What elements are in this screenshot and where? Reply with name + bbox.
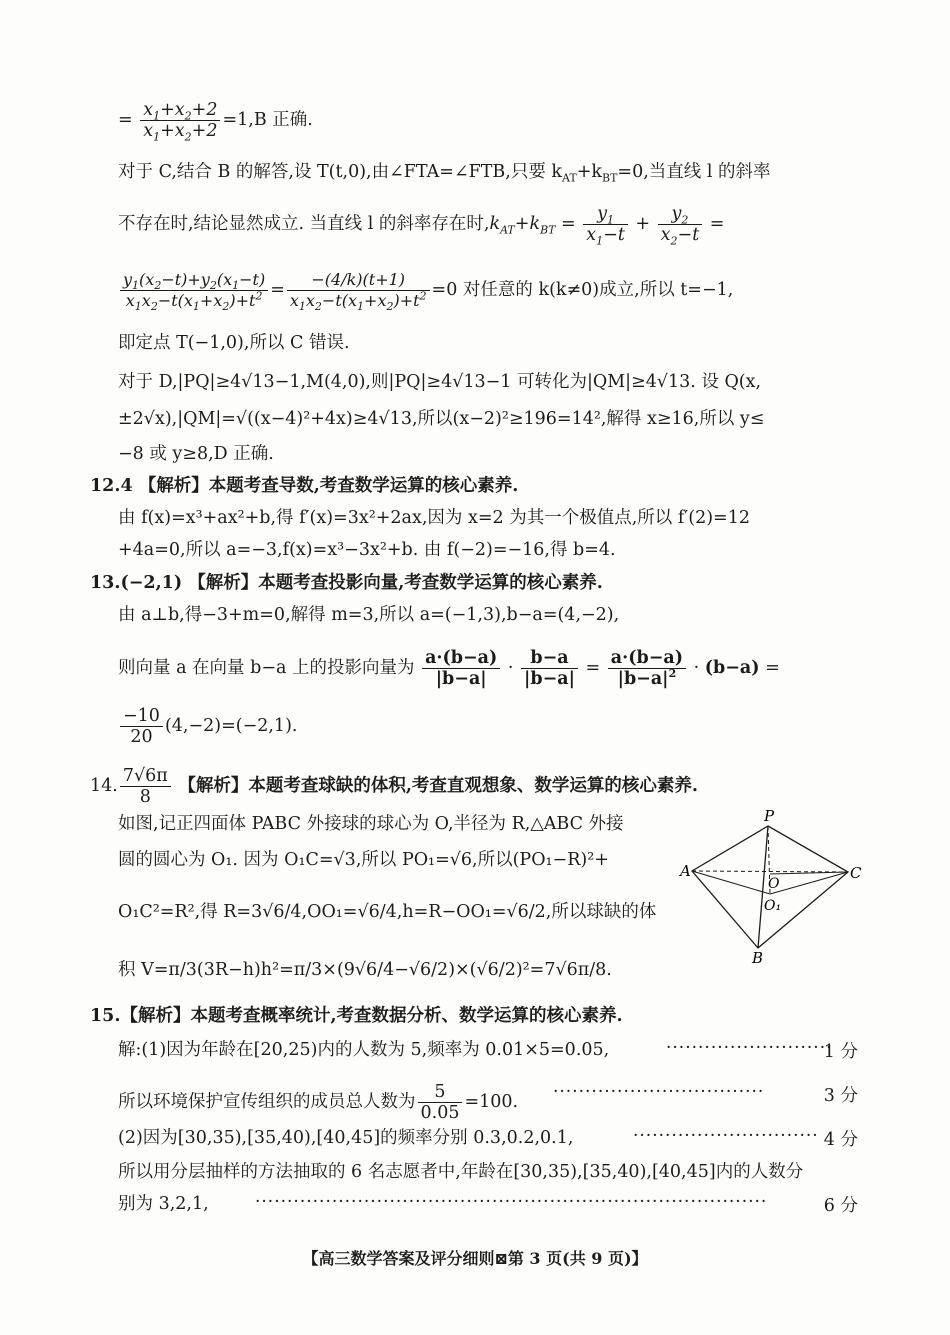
page-footer: 【高三数学答案及评分细则⊠第 3 页(共 9 页)】 (302, 1249, 648, 1268)
line-5: 即定点 T(−1,0),所以 C 错误. (118, 333, 350, 353)
score-3: 4 分 (823, 1130, 858, 1150)
leader-dots: ·························· (666, 1038, 833, 1058)
label-B: B (752, 949, 764, 967)
q13-line-3: $\frac{-10}{20}$ (4,−2)=(−2,1). (118, 706, 297, 747)
q13-heading: 13.(−2,1) 【解析】本题考查投影向量,考查数学运算的核心素养. (90, 573, 603, 593)
line-1: = $\frac{x_1+x_2+2}{x_1+x_2+2}$ =1,B 正确. (118, 100, 313, 144)
q15-line-4: 所以用分层抽样的方法抽取的 6 名志愿者中,年龄在[30,35),[35,40),[40,45]内的人数分 (118, 1162, 804, 1182)
leader-dots: ····························· (633, 1126, 819, 1146)
q15-line-2: 所以环境保护宣传组织的成员总人数为 $\frac{5}{0.05}$ =100. (118, 1082, 519, 1123)
q14-line-3: O₁C²=R²,得 R=3√6/4,OO₁=√6/4,h=R−OO₁=√6/2,所以球缺的体 (118, 902, 657, 922)
label-O1: O₁ (764, 898, 782, 914)
score-2: 3 分 (823, 1086, 858, 1106)
q14-line-4: 积 V=π/3(3R−h)h²=π/3×(9√6/4−√6/2)×(√6/2)²=7√6π/8. (118, 960, 612, 980)
q13-line-2: 则向量 a 在向量 b−a 上的投影向量为 $\frac{a\cdot(b-a)}{|b-a|}$ · $\frac{b-a}{|b-a|}$ = $\frac{a\cdot(b-a)}{|b-a|^2}$ · (b−a) = (118, 648, 780, 689)
leader-dots: ································· (553, 1082, 765, 1102)
q14-line-1: 如图,记正四面体 PABC 外接球的球心为 O,半径为 R,△ABC 外接 (118, 814, 624, 834)
score-4: 6 分 (823, 1196, 858, 1216)
q15-line-3: (2)因为[30,35),[35,40),[40,45]的频率分别 0.3,0.2,0.1, (118, 1128, 574, 1148)
leader-dots: ················································································ (255, 1192, 768, 1212)
line-2: 对于 C,结合 B 的解答,设 T(t,0),由∠FTA=∠FTB,只要 $k_{AT}+k_{BT}=0$,当直线 l 的斜率 (118, 162, 771, 185)
label-O: O (768, 876, 780, 892)
label-P: P (764, 808, 775, 825)
line-3: 不存在时,结论显然成立. 当直线 l 的斜率存在时$,k_{AT}+k_{BT}$ = $\frac{y_1}{x_1-t}$ + $\frac{y_2}{x_2-t}$ = (118, 204, 725, 248)
q12-heading: 12.4 【解析】本题考查导数,考查数学运算的核心素养. (90, 476, 519, 496)
q12-line-2: +4a=0,所以 a=−3,f(x)=x³−3x²+b. 由 f(−2)=−16,得 b=4. (118, 540, 616, 560)
q15-line-1: 解:(1)因为年龄在[20,25)内的人数为 5,频率为 0.01×5=0.05, (118, 1040, 610, 1060)
q12-line-1: 由 f(x)=x³+ax²+b,得 f′(x)=3x²+2ax,因为 x=2 为其一个极值点,所以 f′(2)=12 (118, 508, 750, 528)
q14-heading-row: 14. $\frac{7√6\pi}{8}$ 【解析】本题考查球缺的体积,考查直观想象、数学运算的核心素养. (90, 766, 699, 807)
label-C: C (850, 864, 862, 882)
line-7: ±2√x),|QM|=√((x−4)²+4x)≥4√13,所以(x−2)²≥196=14²,解得 x≥16,所以 y≤ (118, 409, 765, 429)
q15-heading: 15.【解析】本题考查概率统计,考查数据分析、数学运算的核心素养. (90, 1006, 623, 1026)
q14-line-2: 圆的圆心为 O₁. 因为 O₁C=√3,所以 PO₁=√6,所以(PO₁−R)²+ (118, 850, 609, 870)
q15-line-5: 别为 3,2,1, (118, 1194, 209, 1214)
line-6: 对于 D,|PQ|≥4√13−1,M(4,0),则|PQ|≥4√13−1 可转化为|QM|≥4√13. 设 Q(x, (118, 372, 762, 392)
tetrahedron-figure (678, 808, 868, 968)
line-8: −8 或 y≥8,D 正确. (118, 444, 274, 464)
q13-line-1: 由 a⊥b,得−3+m=0,解得 m=3,所以 a=(−1,3),b−a=(4,−2), (118, 605, 620, 625)
label-A: A (680, 862, 691, 880)
score-1: 1 分 (823, 1042, 858, 1062)
line-4: $\frac{y_1(x_2-t)+y_2(x_1-t)}{x_1x_2-t(x_1+x_2)+t^2}$ = $\frac{-(4/k)(t+1)}{x_1x_2-t(x_1+x_2)+t^2}$ =0 对任意的 k(k≠0)成立,所以 t=−1, (118, 270, 733, 311)
